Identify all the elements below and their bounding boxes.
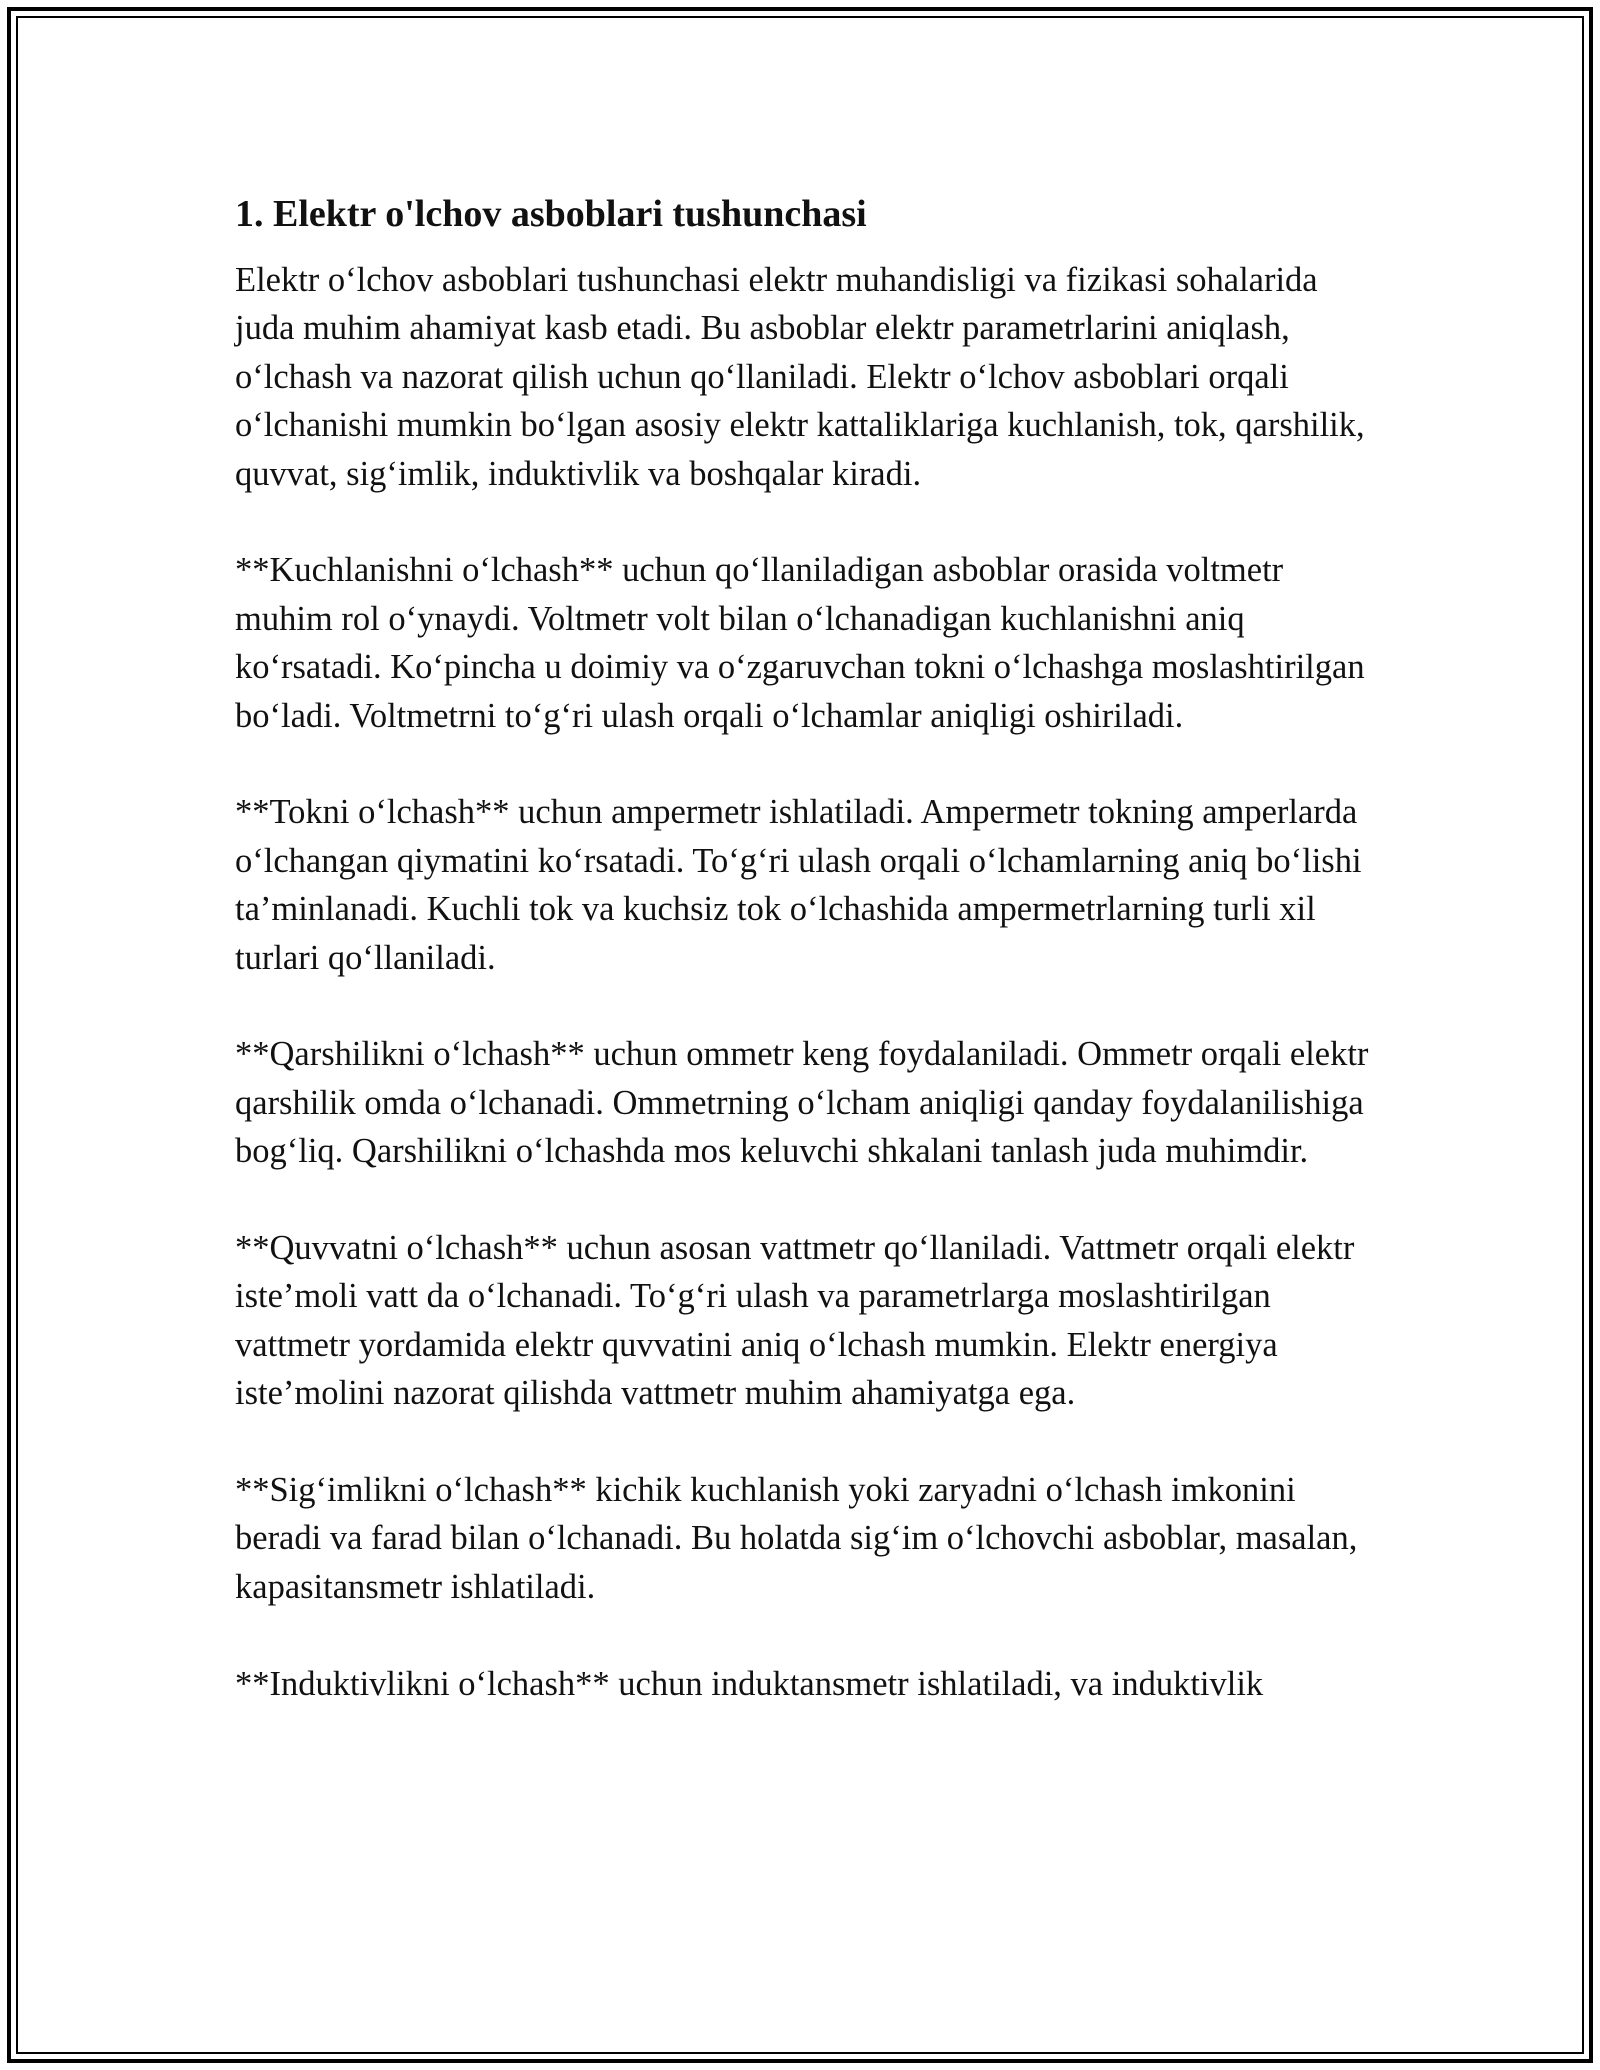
document-body — [235, 188, 1375, 1756]
paragraph-resistance: **Qarshilikni o‘lchash** uchun ommetr keng foydalaniladi. Ommetr orqali elektr qarshilik omda o‘lchanadi. Ommetrning o‘lcham aniqligi qanday foydalanilishiga bog‘liq. Qarshilikni o‘lchashda mos keluvchi shkalani tanlash juda muhimdir. — [235, 1035, 1369, 1171]
section-heading: 1. Elektr o'lchov asboblari tushunchasi — [235, 193, 867, 235]
paragraph-capacitance: **Sig‘imlikni o‘lchash** kichik kuchlanish yoki zaryadni o‘lchash imkonini beradi va farad bilan o‘lchanadi. Bu holatda sig‘im o‘lchovchi asboblar, masalan, kapasitansmetr ishlatiladi. — [235, 1471, 1358, 1606]
paragraph-intro: Elektr o‘lchov asboblari tushunchasi elektr muhandisligi va fizikasi sohalarida juda muhim ahamiyat kasb etadi. Bu asboblar elektr parametrlarini aniqlash, o‘lchash va nazorat qilish uchun qo‘llaniladi. Elektr o‘lchov asboblari orqali o‘lchanishi mumkin bo‘lgan asosiy elektr kattaliklariga kuchlanish, tok, qarshilik, quvvat, sig‘imlik, induktivlik va boshqalar kiradi. — [235, 261, 1365, 493]
paragraph-inductance: **Induktivlikni o‘lchash** uchun induktansmetr ishlatiladi, va induktivlik — [235, 1664, 1264, 1703]
paragraph-current: **Tokni o‘lchash** uchun ampermetr ishlatiladi. Ampermetr tokning amperlarda o‘lchangan qiymatini ko‘rsatadi. To‘g‘ri ulash orqali o‘lchamlarning aniq bo‘lishi ta’minlanadi. Kuchli tok va kuchsiz tok o‘lchashida ampermetrlarning turli xil turlari qo‘llaniladi. — [235, 793, 1362, 977]
paragraph-power: **Quvvatni o‘lchash** uchun asosan vattmetr qo‘llaniladi. Vattmetr orqali elektr iste’moli vatt da o‘lchanadi. To‘g‘ri ulash va parametrlarga moslashtirilgan vattmetr yordamida elektr quvvatini aniq o‘lchash mumkin. Elektr energiya iste’molini nazorat qilishda vattmetr muhim ahamiyatga ega. — [235, 1229, 1355, 1413]
paragraph-voltage: **Kuchlanishni o‘lchash** uchun qo‘llaniladigan asboblar orasida voltmetr muhim rol o‘ynaydi. Voltmetr volt bilan o‘lchanadigan kuchlanishni aniq ko‘rsatadi. Ko‘pincha u doimiy va o‘zgaruvchan tokni o‘lchashga moslashtirilgan bo‘ladi. Voltmetrni to‘g‘ri ulash orqali o‘lchamlar aniqligi oshiriladi. — [235, 551, 1365, 735]
